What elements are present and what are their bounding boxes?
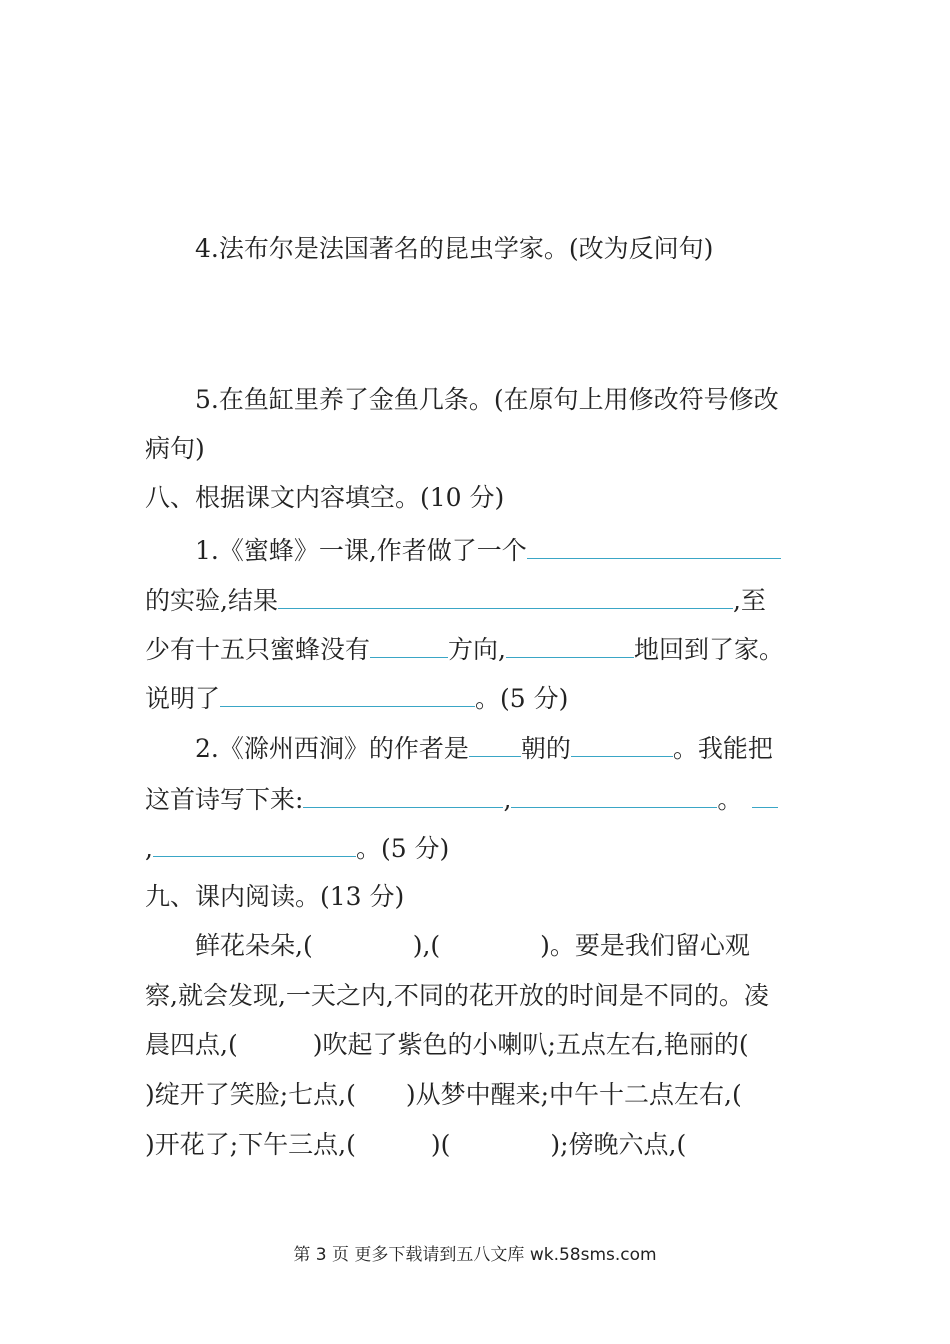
s8-item1-text-f: 地回到了家。 [633,635,784,664]
section-8-title: 八、根据课文内容填空。(10 分) [145,483,505,512]
blank-manner[interactable] [506,631,634,658]
section-8-item1-line1 [195,532,781,568]
section-8-item1-line2 [145,582,766,618]
question-4: 4.法布尔是法国著名的昆虫学家。(改为反问句) [195,234,714,263]
s8-item1-text-a: 1.《蜜蜂》一课,作者做了一个 [195,536,527,565]
section-8-item2-line1 [195,730,773,766]
blank-author[interactable] [571,730,673,757]
section-8-item2-line2 [145,781,778,817]
reading-line-2: 察,就会发现,一天之内,不同的花开放的时间是不同的。凌 [145,981,769,1010]
blank-result[interactable] [278,582,733,609]
question-5-line1: 5.在鱼缸里养了金鱼几条。(在原句上用修改符号修改 [195,385,779,414]
s8-item2-text-c: 。我能把 [672,734,773,763]
s8-item2-text-h: 。(5 分) [355,834,450,863]
s8-item2-text-g: , [145,834,153,863]
blank-poem-line1[interactable] [303,781,503,808]
s8-item1-text-c: ,至 [732,586,766,615]
section-8-item1-line3 [145,631,784,667]
s8-item1-text-g: 说明了 [145,684,221,713]
s8-item2-text-d: 这首诗写下来: [145,785,304,814]
blank-conclusion[interactable] [220,680,475,707]
question-5-line2: 病句) [145,434,205,463]
s8-item2-text-f: 。 [717,785,743,814]
reading-line-3: 晨四点,( )吹起了紫色的小喇叭;五点左右,艳丽的( [145,1030,749,1059]
section-8-item1-line4 [145,680,568,716]
reading-line-4: )绽开了笑脸;七点,( )从梦中醒来;中午十二点左右,( [145,1080,742,1109]
s8-item2-text-e: , [503,785,512,814]
blank-direction[interactable] [370,631,448,658]
section-8-item2-line3 [145,830,449,866]
reading-line-5: )开花了;下午三点,( )( );傍晚六点,( [145,1130,687,1159]
section-9-title: 九、课内阅读。(13 分) [145,882,405,911]
blank-poem-line4[interactable] [153,830,356,857]
blank-experiment[interactable] [527,532,781,559]
s8-item2-text-b: 朝的 [520,734,571,763]
s8-item1-text-b: 的实验,结果 [145,586,278,615]
s8-item2-text-a: 2.《滁州西涧》的作者是 [195,734,469,763]
blank-poem-line2[interactable] [511,781,717,808]
s8-item1-text-d: 少有十五只蜜蜂没有 [145,635,371,664]
page-footer: 第 3 页 更多下载请到五八文库 wk.58sms.com [293,1245,657,1265]
blank-poem-line3-start[interactable] [752,781,778,808]
s8-item1-text-h: 。(5 分) [475,684,569,713]
s8-item1-text-e: 方向, [448,635,506,664]
blank-dynasty[interactable] [469,730,521,757]
reading-line-1: 鲜花朵朵,( ),( )。要是我们留心观 [195,931,750,960]
